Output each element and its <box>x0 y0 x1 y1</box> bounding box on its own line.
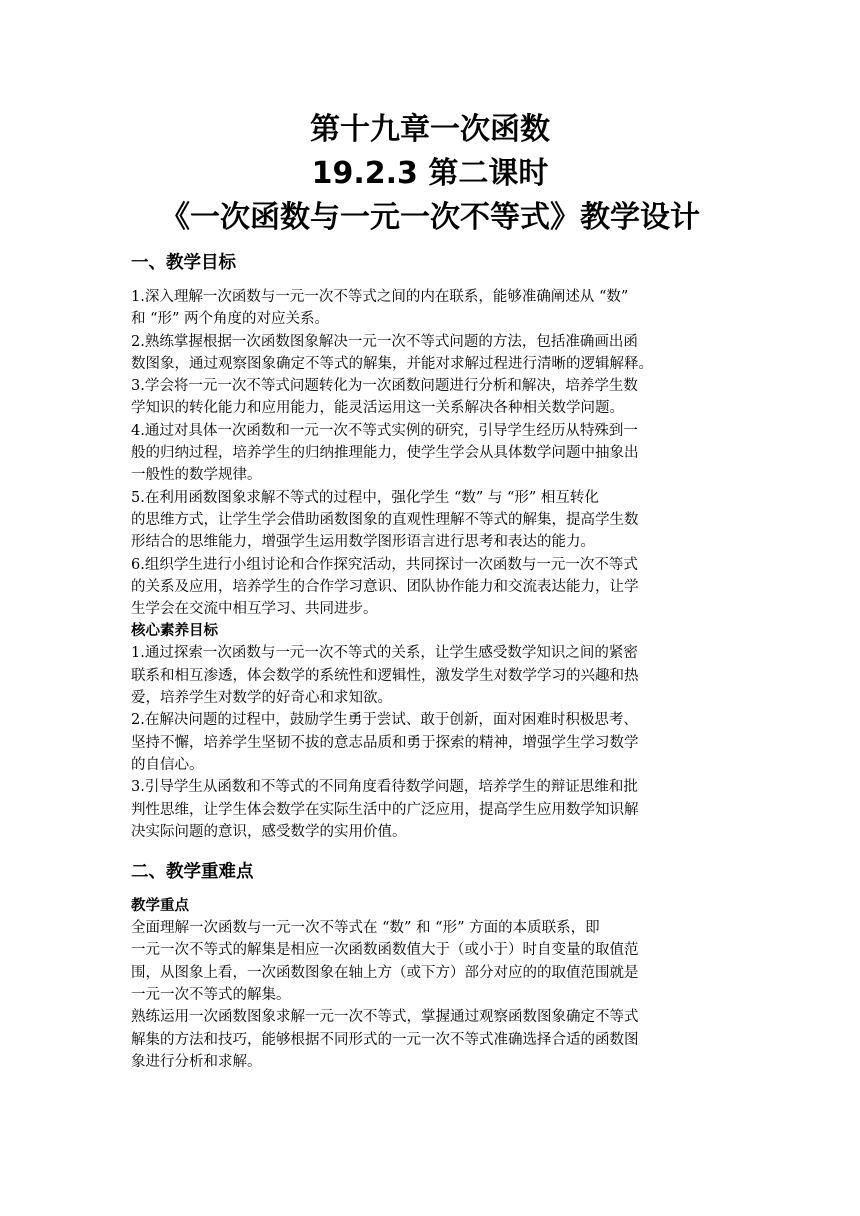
core-literacy-heading: 核心素养目标 <box>131 623 218 640</box>
goal-paragraph: 5.在利用函数图象求解不等式的过程中，强化学生 “数” 与 “形” 相互转化 的思维方式，让学生学会借助函数图象的直观性理解不等式的解集，提高学生数 形结合的思维能力，增强学生运用数学图形语言进行思考和表达的能力。 <box>131 489 639 551</box>
lesson-title: 19.2.3 第二课时 <box>311 156 549 191</box>
title-block <box>0 108 860 240</box>
goal-paragraph: 1.深入理解一次函数与一元一次不等式之间的内在联系，能够准确阐述从 “数” 和 “形” 两个角度的对应关系。 <box>131 289 629 328</box>
section-heading-key-difficult-points: 二、教学重难点 <box>131 862 254 883</box>
document-body <box>131 250 731 1073</box>
goal-paragraph: 4.通过对具体一次函数和一元一次不等式实例的研究，引导学生经历从特殊到一 般的归纳过程，培养学生的归纳推理能力，使学生学会从具体数学问题中抽象出 一般性的数学规律。 <box>131 422 639 484</box>
core-goal-paragraph: 2.在解决问题的过程中，鼓励学生勇于尝试、敢于创新，面对困难时积极思考、 坚持不懈，培养学生坚韧不拔的意志品质和勇于探索的精神，增强学生学习数学 的自信心。 <box>131 712 639 773</box>
design-title: 《一次函数与一元一次不等式》教学设计 <box>160 200 700 235</box>
section-heading-goals: 一、教学目标 <box>131 253 236 273</box>
goal-paragraph: 2.熟练掌握根据一次函数图象解决一元一次不等式问题的方法，包括准确画出函 数图象，通过观察图象确定不等式的解集，并能对求解过程进行清晰的逻辑解释。 <box>131 333 653 372</box>
core-goal-paragraph: 3.引导学生从函数和不等式的不同角度看待数学问题，培养学生的辩证思维和批 判性思维，让学生体会数学在实际生活中的广泛应用，提高学生应用数学知识解 决实际问题的意识，感受数学的实用价值。 <box>131 779 639 840</box>
goal-paragraph: 3.学会将一元一次不等式问题转化为一次函数问题进行分析和解决，培养学生数 学知识的转化能力和应用能力，能灵活运用这一关系解决各种相关数学问题。 <box>131 378 638 417</box>
key-point-paragraph: 全面理解一次函数与一元一次不等式在 “数” 和 “形” 方面的本质联系，即 一元一次不等式的解集是相应一次函数函数值大于（或小于）时自变量的取值范 围，从图象上看，一次函数图象在轴上方（或下方）部分对应的的取值范围就是 一元一次不等式的解集。 <box>131 920 639 1004</box>
key-points-heading: 教学重点 <box>131 898 189 915</box>
chapter-title: 第十九章一次函数 <box>310 112 550 147</box>
core-goal-paragraph: 1.通过探索一次函数与一元一次不等式的关系，让学生感受数学知识之间的紧密 联系和相互渗透，体会数学的系统性和逻辑性，激发学生对数学学习的兴趣和热 爱，培养学生对数学的好奇心和求知欲。 <box>131 645 639 707</box>
key-point-paragraph: 熟练运用一次函数图象求解一元一次不等式，掌握通过观察函数图象确定不等式 解集的方法和技巧，能够根据不同形式的一元一次不等式准确选择合适的函数图 象进行分析和求解。 <box>131 1009 639 1070</box>
goal-paragraph: 6.组织学生进行小组讨论和合作探究活动，共同探讨一次函数与一元一次不等式 的关系及应用，培养学生的合作学习意识、团队协作能力和交流表达能力，让学 生学会在交流中相互学习、共同进步。 <box>131 556 639 618</box>
